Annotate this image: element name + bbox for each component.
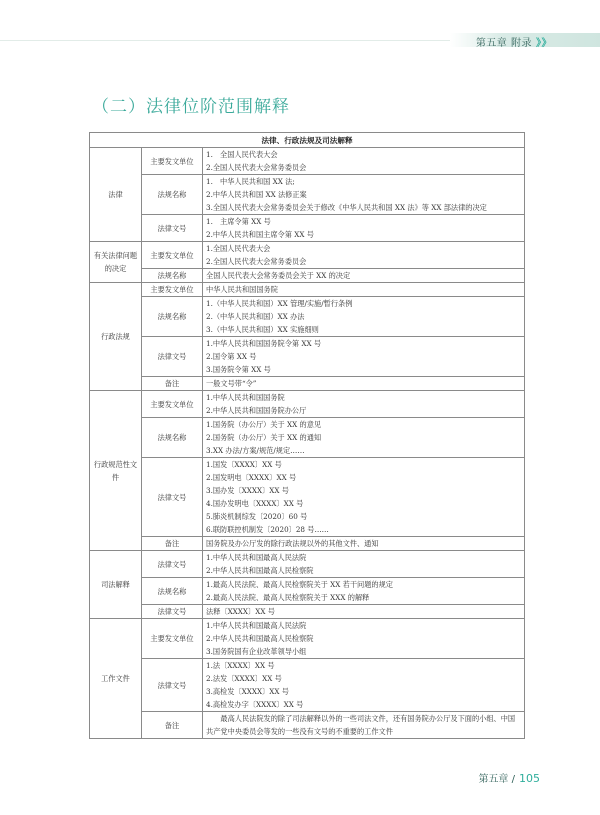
content-line: 法释〔XXXX〕XX 号 <box>206 607 275 616</box>
content-line: 2.中华人民共和国最高人民检察院 <box>206 634 314 643</box>
content-line: 2.最高人民法院、最高人民检察院关于 XXX 的解释 <box>206 593 370 602</box>
content-line: 2.中华人民共和国最高人民检察院 <box>206 566 314 575</box>
content-cell <box>203 175 525 215</box>
content-line: 1. 全国人民代表大会 <box>206 150 278 159</box>
content-line: 2.国令第 XX 号 <box>206 352 257 361</box>
content-line: 4.国办发明电〔XXXX〕XX 号 <box>206 499 304 508</box>
content-line: 1.中华人民共和国国务院 <box>206 393 285 402</box>
table-row <box>90 659 525 712</box>
content-cell <box>203 242 525 269</box>
table-row <box>90 619 525 659</box>
category-cell: 行政规范性文件 <box>90 391 142 551</box>
content-line: 1.全国人民代表大会 <box>206 244 271 253</box>
category-cell: 司法解释 <box>90 551 142 619</box>
table-row <box>90 175 525 215</box>
table-title: 法律、行政法规及司法解释 <box>90 133 525 148</box>
table-row <box>90 377 525 391</box>
content-line: 1.中华人民共和国国务院令第 XX 号 <box>206 339 322 348</box>
content-line: 3.（中华人民共和国）XX 实施细则 <box>206 325 319 334</box>
table-row <box>90 391 525 418</box>
row-label-cell: 法规名称 <box>142 418 203 458</box>
content-line: 1.（中华人民共和国）XX 管理/实施/暂行条例 <box>206 299 353 308</box>
content-line: 全国人民代表大会常务委员会关于 XX 的决定 <box>206 271 351 280</box>
content-line: 2.中华人民共和国主席令第 XX 号 <box>206 230 314 239</box>
row-label-cell: 法律文号 <box>142 659 203 712</box>
content-line: 最高人民法院发的除了司法解释以外的一些司法文件，还有国务院办公厅及下面的小组、中国共产党中央委员会等发的一些没有文号的不重要的工作文件 <box>206 714 516 736</box>
content-line: 3.全国人民代表大会常务委员会关于修改《中华人民共和国 XX 法》等 XX 部法律的决定 <box>206 203 487 212</box>
content-line: 2.法发〔XXXX〕XX 号 <box>206 674 282 683</box>
row-label-cell: 法律文号 <box>142 458 203 537</box>
row-label-cell: 法规名称 <box>142 297 203 337</box>
content-line: 2.中华人民共和国国务院办公厅 <box>206 406 307 415</box>
content-cell <box>203 377 525 391</box>
table-row <box>90 283 525 297</box>
row-label-cell: 主要发文单位 <box>142 391 203 418</box>
row-label-cell: 法规名称 <box>142 578 203 605</box>
table-row <box>90 578 525 605</box>
content-line: 2.全国人民代表大会常务委员会 <box>206 163 307 172</box>
table-row <box>90 537 525 551</box>
row-label-cell: 法律文号 <box>142 551 203 578</box>
row-label-cell: 法律文号 <box>142 605 203 619</box>
content-cell <box>203 297 525 337</box>
row-label-cell: 主要发文单位 <box>142 619 203 659</box>
table-body <box>90 148 525 739</box>
content-line: 3.国务院令第 XX 号 <box>206 365 271 374</box>
content-line: 1. 主席令第 XX 号 <box>206 217 271 226</box>
table-header-row <box>90 133 525 148</box>
table-row <box>90 551 525 578</box>
content-cell <box>203 605 525 619</box>
row-label-cell: 法规名称 <box>142 269 203 283</box>
row-label-cell: 备注 <box>142 377 203 391</box>
content-line: 1.最高人民法院、最高人民检察院关于 XX 若干问题的规定 <box>206 580 393 589</box>
content-line: 2.国务院（办公厅）关于 XX 的通知 <box>206 433 322 442</box>
double-chevron-icon: 》》 <box>536 38 552 49</box>
content-line: 1.国务院（办公厅）关于 XX 的意见 <box>206 420 322 429</box>
content-line: 2.中华人民共和国 XX 法修正案 <box>206 190 307 199</box>
content-cell <box>203 578 525 605</box>
row-label-cell: 主要发文单位 <box>142 283 203 297</box>
content-line: 3.国务院国有企业改革领导小组 <box>206 647 307 656</box>
content-cell <box>203 215 525 242</box>
table-row <box>90 148 525 175</box>
content-line: 4.高检发办字〔XXXX〕XX 号 <box>206 700 304 709</box>
content-line: 1.中华人民共和国最高人民法院 <box>206 621 307 630</box>
table-row <box>90 337 525 377</box>
page-number: 105 <box>519 772 540 785</box>
content-cell <box>203 418 525 458</box>
content-cell <box>203 283 525 297</box>
content-line: 2.全国人民代表大会常务委员会 <box>206 257 307 266</box>
category-cell: 工作文件 <box>90 619 142 739</box>
content-cell <box>203 269 525 283</box>
content-cell <box>203 712 525 739</box>
table-row <box>90 215 525 242</box>
section-title: （二）法律位阶范围解释 <box>92 97 290 117</box>
content-line: 3.国办发〔XXXX〕XX 号 <box>206 486 289 495</box>
content-cell <box>203 391 525 418</box>
content-cell <box>203 458 525 537</box>
content-cell <box>203 537 525 551</box>
content-line: 1.国发〔XXXX〕XX 号 <box>206 460 282 469</box>
running-header-chapter: 第五章 附录 <box>475 38 532 49</box>
table-row <box>90 418 525 458</box>
content-cell <box>203 659 525 712</box>
content-line: 5.肺炎机制综发〔2020〕60 号 <box>206 512 308 521</box>
category-cell: 法律 <box>90 148 142 242</box>
content-line: 1. 中华人民共和国 XX 法; <box>206 177 295 186</box>
content-line: 国务院及办公厅发的除行政法规以外的其他文件、通知 <box>206 539 379 548</box>
table-row <box>90 458 525 537</box>
table-row <box>90 242 525 269</box>
content-line: 中华人民共和国国务院 <box>206 285 278 294</box>
category-cell: 行政法规 <box>90 283 142 391</box>
content-line: 2.国发明电〔XXXX〕XX 号 <box>206 473 297 482</box>
row-label-cell: 法律文号 <box>142 215 203 242</box>
content-line: 3.高检发〔XXXX〕XX 号 <box>206 687 289 696</box>
content-line: 6.联防联控机制发〔2020〕28 号…… <box>206 525 329 534</box>
table-row <box>90 605 525 619</box>
row-label-cell: 法律文号 <box>142 337 203 377</box>
content-line: 3.XX 办法/方案/规范/规定…… <box>206 446 305 455</box>
row-label-cell: 法规名称 <box>142 175 203 215</box>
table-row <box>90 269 525 283</box>
content-line: 2.（中华人民共和国）XX 办法 <box>206 312 305 321</box>
table-row <box>90 712 525 739</box>
row-label-cell: 备注 <box>142 537 203 551</box>
category-cell: 有关法律问题的决定 <box>90 242 142 283</box>
page-footer <box>478 770 540 785</box>
row-label-cell: 主要发文单位 <box>142 148 203 175</box>
content-cell <box>203 337 525 377</box>
running-header <box>476 34 552 49</box>
content-line: 1.法〔XXXX〕XX 号 <box>206 661 275 670</box>
table-row <box>90 297 525 337</box>
row-label-cell: 备注 <box>142 712 203 739</box>
content-cell <box>203 148 525 175</box>
content-line: 一般文号带“令” <box>206 379 257 388</box>
row-label-cell: 主要发文单位 <box>142 242 203 269</box>
footer-chapter: 第五章 / <box>478 774 515 785</box>
content-line: 1.中华人民共和国最高人民法院 <box>206 553 307 562</box>
content-cell <box>203 619 525 659</box>
law-hierarchy-table <box>89 132 525 739</box>
content-cell <box>203 551 525 578</box>
